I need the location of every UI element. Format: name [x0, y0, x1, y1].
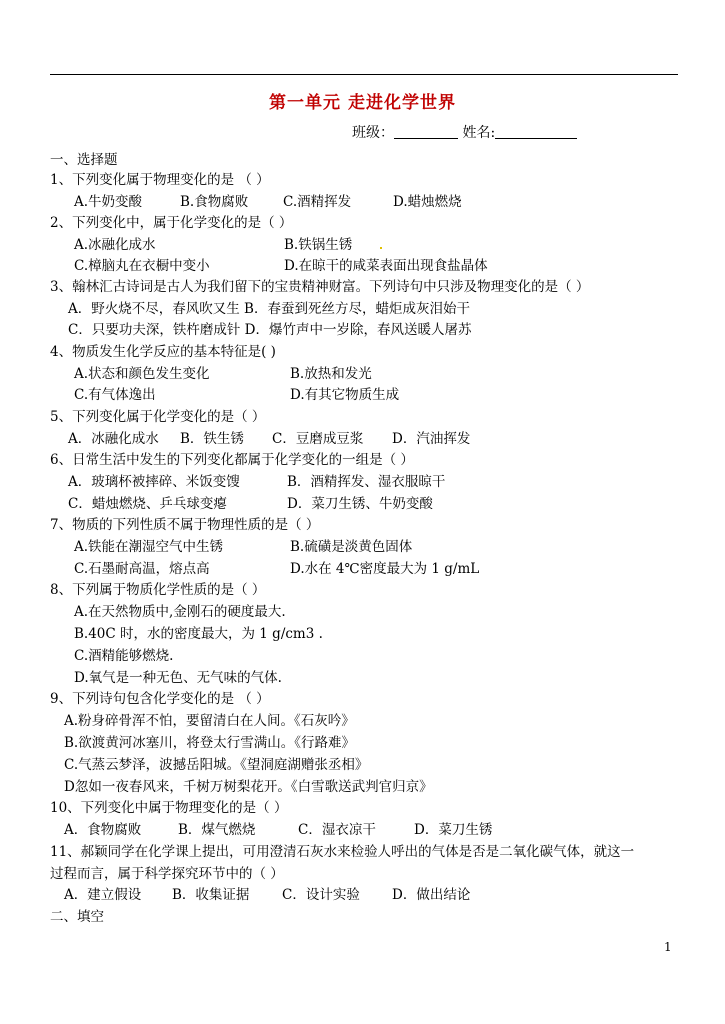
- option-c: C.酒精能够燃烧.: [74, 648, 174, 664]
- option-d: D.有其它物质生成: [290, 387, 400, 403]
- question-stem: 5、下列变化属于化学变化的是（ ）: [50, 409, 266, 425]
- question-stem: 8、下列属于物质化学性质的是（ ）: [50, 582, 266, 598]
- option-a: A.粉身碎骨浑不怕，要留清白在人间。《石灰吟》: [64, 713, 355, 729]
- class-blank[interactable]: [394, 124, 458, 139]
- option-c: C．蜡烛燃烧、乒乓球变瘪: [68, 496, 227, 512]
- option-c: C.石墨耐高温，熔点高: [74, 561, 210, 577]
- class-label: 班级：: [352, 125, 394, 141]
- option-b: B.40C 时，水的密度最大，为 1 g/cm3 .: [74, 626, 323, 642]
- question-stem: 11、郝颖同学在化学课上提出，可用澄清石灰水来检验人呼出的气体是否是二氧化碳气体，就这一: [50, 844, 635, 860]
- option-b: B.食物腐败: [180, 194, 249, 210]
- option-d: D．做出结论: [392, 887, 471, 903]
- option-a: A．建立假设: [64, 887, 142, 903]
- option-d: D忽如一夜春风来，千树万树梨花开。《白雪歌送武判官归京》: [64, 779, 433, 795]
- option-d: D.蜡烛燃烧: [393, 194, 462, 210]
- option-b: B．铁生锈: [180, 431, 244, 447]
- student-info: [352, 122, 577, 142]
- question-stem: 7、物质的下列性质不属于物理性质的是（ ）: [50, 517, 320, 533]
- option-b: B.欲渡黄河冰塞川，将登太行雪满山。《行路难》: [64, 735, 355, 751]
- section-heading: 一、选择题: [50, 152, 118, 168]
- option-a: A.在天然物质中,金刚石的硬度最大.: [74, 604, 286, 620]
- question-stem: 3、翰林汇古诗词是古人为我们留下的宝贵精神财富。下列诗句中只涉及物理变化的是（ ）: [50, 279, 590, 295]
- option-d: D.氧气是一种无色、无气味的气体.: [74, 670, 282, 686]
- option-a: A.牛奶变酸: [74, 194, 143, 210]
- option-c: C.有气体逸出: [74, 387, 156, 403]
- option-b: B.铁锅生锈: [284, 237, 353, 253]
- section-heading: 二、填空: [50, 909, 104, 925]
- option-b: B.放热和发光: [290, 366, 372, 382]
- stray-mark: [380, 247, 382, 249]
- option-c: C.酒精挥发: [283, 194, 352, 210]
- option-d: D.水在 4℃密度最大为 1 g/mL: [290, 561, 480, 577]
- option-a: A．食物腐败: [64, 822, 142, 838]
- question-stem: 1、下列变化属于物理变化的是 （ ）: [50, 172, 270, 188]
- question-stem: 2、下列变化中，属于化学变化的是（ ）: [50, 215, 293, 231]
- option-b: B．酒精挥发、湿衣服晾干: [287, 474, 446, 490]
- option-d: D．汽油挥发: [392, 431, 471, 447]
- name-blank[interactable]: [495, 124, 577, 139]
- option-a: A．冰融化成水: [68, 431, 159, 447]
- option-d: D．菜刀生锈: [414, 822, 493, 838]
- option-c: C.樟脑丸在衣橱中变小: [74, 258, 210, 274]
- page-number: 1: [664, 940, 672, 954]
- option-b: B.硫磺是淡黄色固体: [290, 539, 413, 555]
- option-b: B．煤气燃烧: [178, 822, 256, 838]
- option-d: D．菜刀生锈、牛奶变酸: [287, 496, 433, 512]
- page-title: 第一单元 走进化学世界: [269, 93, 456, 113]
- question-stem: 4、物质发生化学反应的基本特征是( ): [50, 344, 276, 360]
- option-b: B．收集证据: [172, 887, 250, 903]
- option-ab: A．野火烧不尽，春风吹又生 B．春蚕到死丝方尽，蜡炬成灰泪始干: [68, 301, 470, 317]
- question-stem: 10、下列变化中属于物理变化的是（ ）: [50, 800, 288, 816]
- question-stem: 6、日常生活中发生的下列变化都属于化学变化的一组是（ ）: [50, 452, 414, 468]
- option-a: A.状态和颜色发生变化: [74, 366, 210, 382]
- question-stem-continued: 过程而言，属于科学探究环节中的（ ）: [50, 866, 284, 882]
- option-c: C．设计实验: [282, 887, 360, 903]
- option-a: A．玻璃杯被摔碎、米饭变馊: [68, 474, 240, 490]
- option-a: A.冰融化成水: [74, 237, 156, 253]
- option-c: C．豆磨成豆浆: [272, 431, 364, 447]
- header-rule: [50, 74, 678, 75]
- option-a: A.铁能在潮湿空气中生锈: [74, 539, 224, 555]
- option-d: D.在晾干的咸菜表面出现食盐晶体: [284, 258, 488, 274]
- option-c: C.气蒸云梦泽，波撼岳阳城。《望洞庭湖赠张丞相》: [64, 757, 369, 773]
- option-cd: C．只要功夫深，铁杵磨成针 D．爆竹声中一岁除，春风送暖人屠苏: [68, 322, 472, 338]
- option-c: C．湿衣凉干: [298, 822, 376, 838]
- question-stem: 9、下列诗句包含化学变化的是 （ ）: [50, 691, 270, 707]
- name-label: 姓名:: [458, 125, 496, 141]
